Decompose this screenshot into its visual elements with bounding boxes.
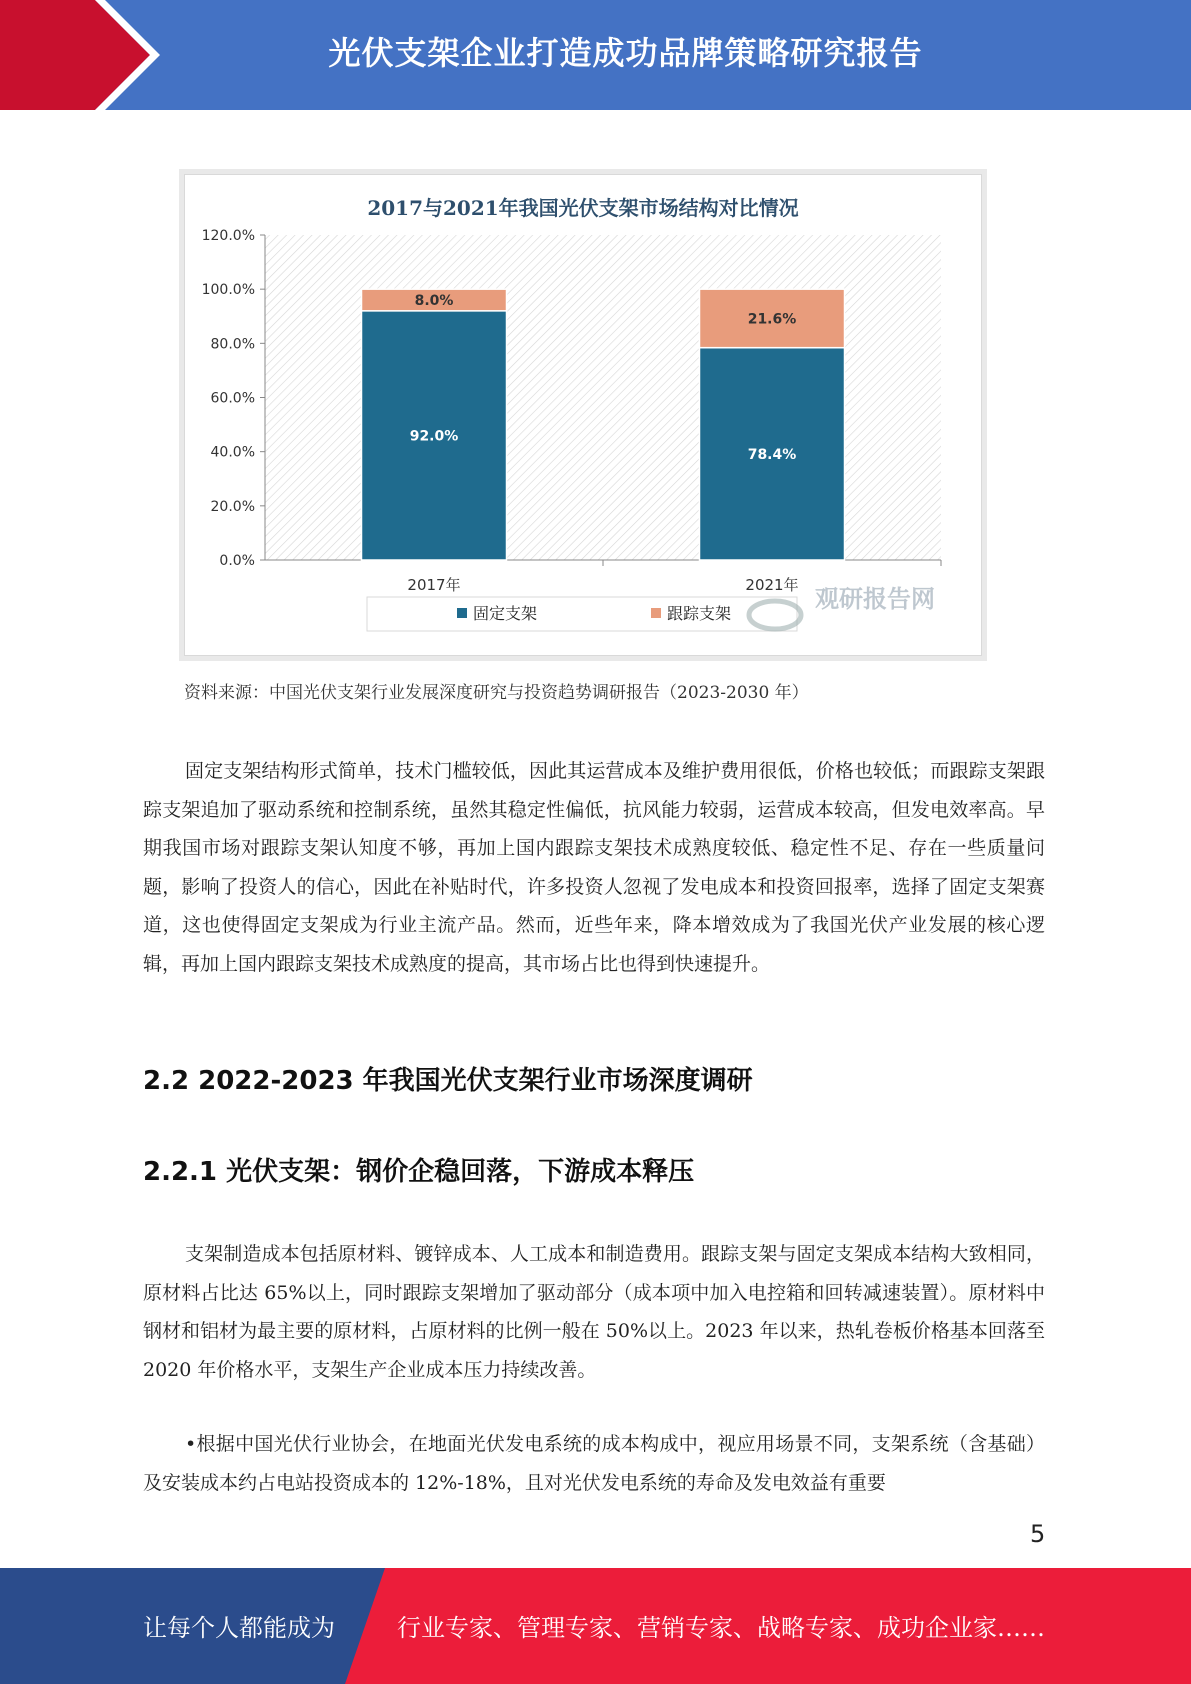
legend-swatch [457,608,467,618]
paragraph-bullet-cpia: •根据中国光伏行业协会，在地面光伏发电系统的成本构成中，视应用场景不同，支架系统（含基础）及安装成本约占电站投资成本的 12%-18%，且对光伏发电系统的寿命及发电效益有重要 [143,1433,1045,1494]
legend-swatch [651,608,661,618]
stacked-bar-chart [185,175,981,655]
y-tick-label: 120.0% [201,228,255,244]
chart-title: 2017与2021年我国光伏支架市场结构对比情况 [367,196,799,220]
legend-label: 固定支架 [473,604,538,623]
data-label: 8.0% [414,293,454,309]
data-label: 21.6% [747,311,797,328]
y-tick-label: 40.0% [210,444,255,461]
x-tick-label: 2021年 [745,576,799,594]
legend-label: 跟踪支架 [667,604,732,623]
chart-card [184,174,982,656]
footer-slogan-left: 让每个人都能成为 [143,1614,335,1642]
y-tick-label: 80.0% [210,336,255,353]
data-label: 92.0% [409,428,459,445]
footer-slogan-right: 行业专家、管理专家、营销专家、战略专家、成功企业家…… [397,1614,1045,1642]
y-tick-label: 20.0% [210,498,255,515]
y-tick-label: 0.0% [219,553,255,569]
paragraph-fixed-vs-tracking: 固定支架结构形式简单，技术门槛较低，因此其运营成本及维护费用很低，价格也较低；而跟踪支架跟踪支架追加了驱动系统和控制系统，虽然其稳定性偏低，抗风能力较弱，运营成本较高，但发电效率高。早期我国市场对跟踪支架认知度不够，再加上国内跟踪支架技术成熟度较低、稳定性不足、存在一些质量问题，影响了投资人的信心，因此在补贴时代，许多投资人忽视了发电成本和投资回报率，选择了固定支架赛道，这也使得固定支架成为行业主流产品。然而，近些年来，降本增效成为了我国光伏产业发展的核心逻辑，再加上国内跟踪支架技术成熟度的提高，其市场占比也得到快速提升。 [143,760,1045,975]
page-footer-banner [0,1568,1191,1684]
page-number: 5 [1030,1520,1046,1548]
x-tick-label: 2017年 [407,576,461,594]
y-tick-label: 100.0% [201,282,255,299]
page-header-banner [0,0,1191,110]
data-label: 78.4% [747,446,797,463]
header-title: 光伏支架企业打造成功品牌策略研究报告 [328,34,923,72]
y-tick-label: 60.0% [210,390,255,407]
section-heading-2-2: 2.2 2022-2023 年我国光伏支架行业市场深度调研 [143,1066,753,1096]
source-note: 资料来源：中国光伏支架行业发展深度研究与投资趋势调研报告（2023-2030 年） [184,683,809,703]
section-heading-2-2-1: 2.2.1 光伏支架：钢价企稳回落，下游成本释压 [143,1157,695,1187]
watermark-text: 观研报告网 [815,585,935,613]
paragraph-cost-structure: 支架制造成本包括原材料、镀锌成本、人工成本和制造费用。跟踪支架与固定支架成本结构大致相同，原材料占比达 65%以上，同时跟踪支架增加了驱动部分（成本项中加入电控箱和回转减速装置）。原材料中钢材和铝材为最主要的原材料，占原材料的比例一般在 50%以上。2023 年以来，热轧卷板价格基本回落至 2020 年价格水平，支架生产企业成本压力持续改善。 [143,1243,1045,1381]
legend-box [367,597,797,631]
